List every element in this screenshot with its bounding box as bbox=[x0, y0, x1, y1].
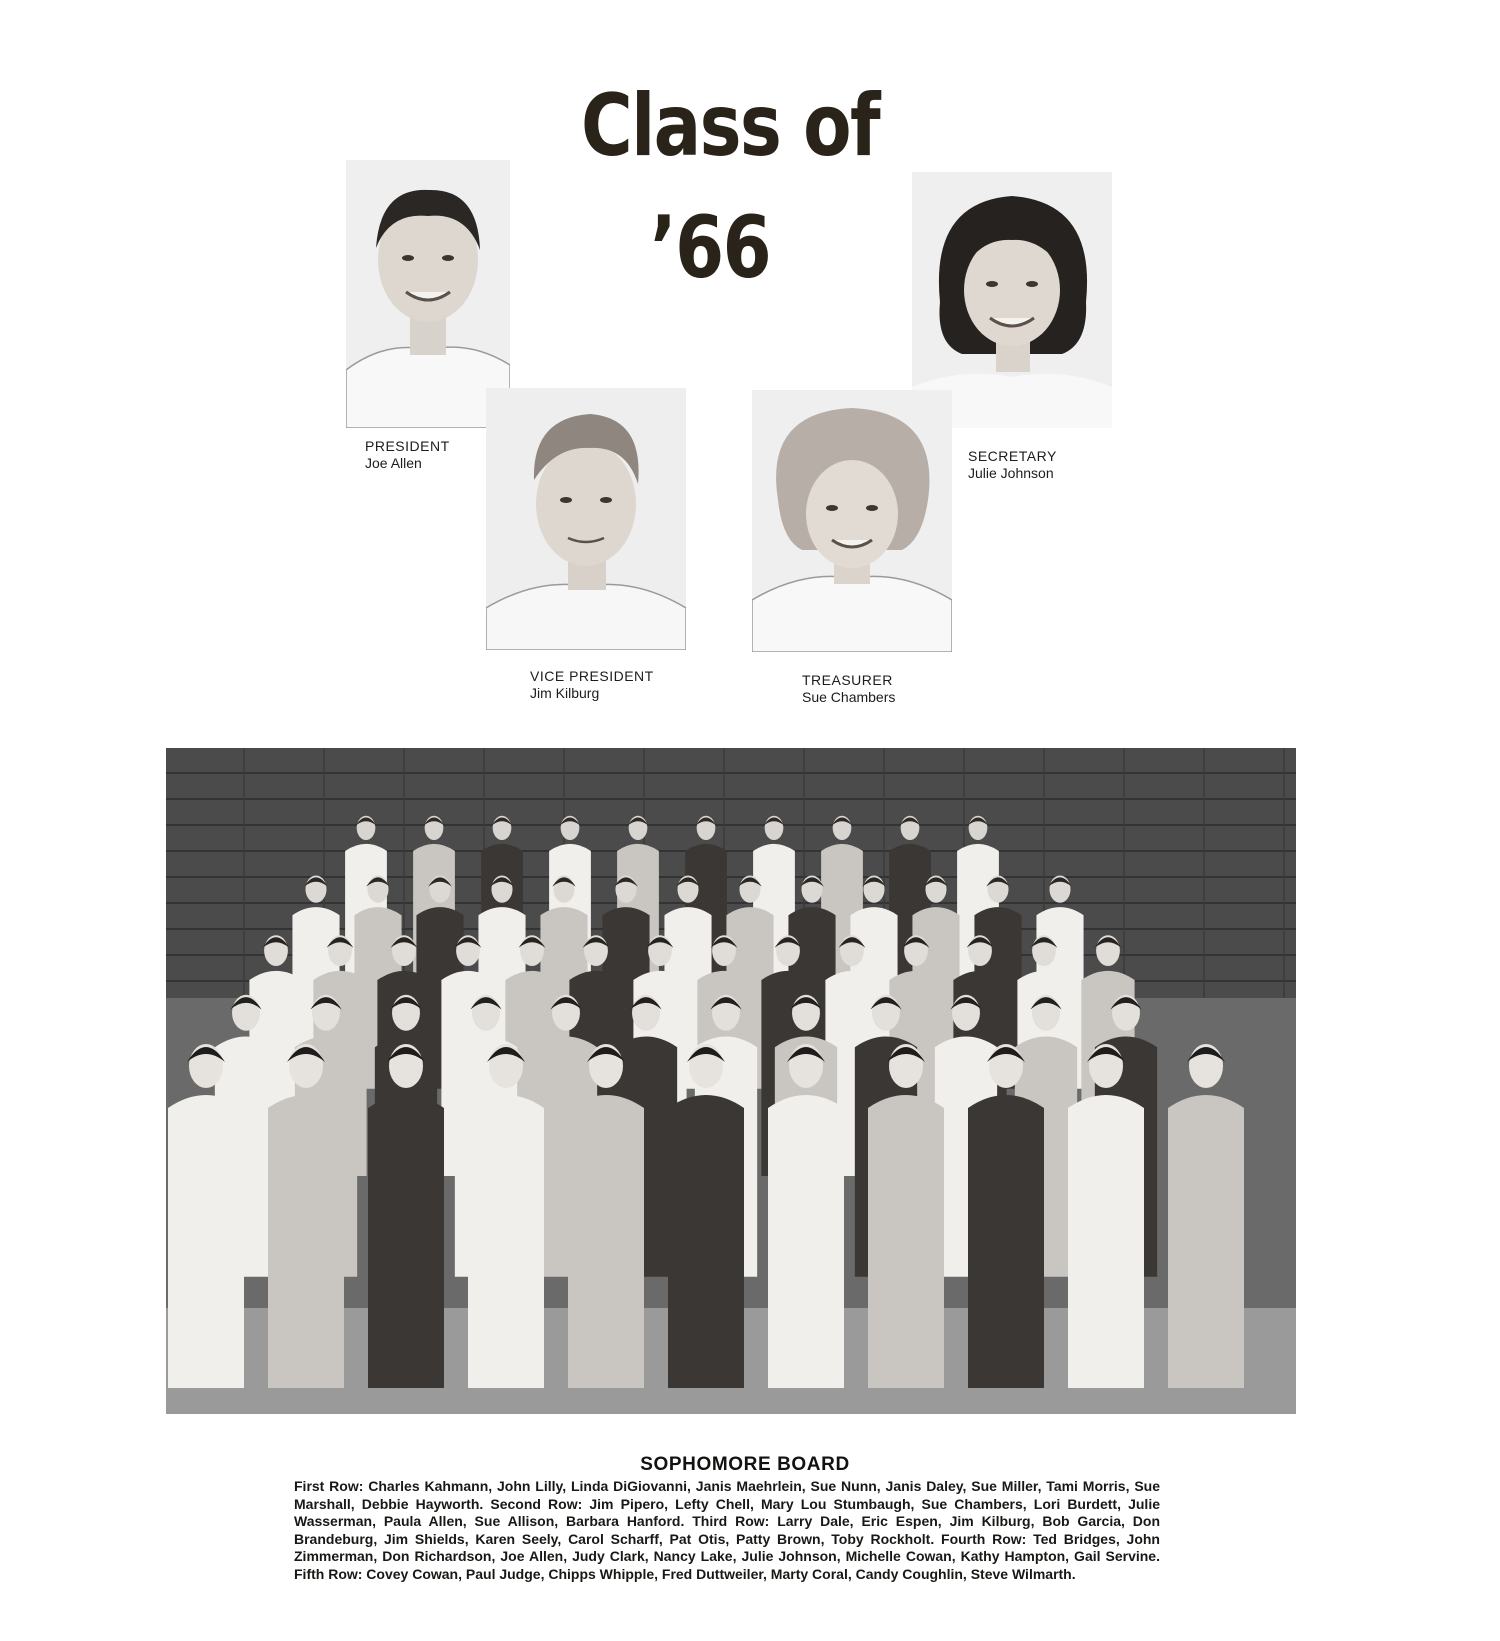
secretary-role: SECRETARY bbox=[968, 448, 1057, 464]
treasurer-portrait bbox=[752, 390, 952, 652]
crowd-figure-body bbox=[668, 1095, 744, 1388]
crowd-figure-body bbox=[868, 1095, 944, 1388]
secretary-caption bbox=[968, 448, 1057, 482]
president-caption bbox=[365, 438, 450, 472]
crowd-figure-body bbox=[1068, 1095, 1144, 1388]
page-title-line1: Class of bbox=[580, 76, 880, 176]
secretary-name: Julie Johnson bbox=[968, 465, 1054, 481]
treasurer-name: Sue Chambers bbox=[802, 689, 896, 705]
vice-president-portrait bbox=[486, 388, 686, 650]
page-title-year: ’66 bbox=[649, 198, 771, 298]
treasurer-caption bbox=[802, 672, 895, 706]
group-photo bbox=[166, 748, 1296, 1414]
board-title: SOPHOMORE BOARD bbox=[640, 1454, 850, 1475]
vice-president-role: VICE PRESIDENT bbox=[530, 668, 654, 684]
president-name: Joe Allen bbox=[365, 455, 422, 471]
crowd-figure-body bbox=[568, 1095, 644, 1388]
crowd-figure-body bbox=[1168, 1095, 1244, 1388]
crowd-figure-body bbox=[768, 1095, 844, 1388]
board-caption: First Row: Charles Kahmann, John Lilly, Linda DiGiovanni, Janis Maehrlein, Sue Nunn, Janis Daley, Sue Miller, Tami Morris, Sue Marshall, Debbie Hayworth. Second Row: Jim Pipero, Lefty Chell, Mary Lou Stumbaugh, Sue Chambers, Lori Burdett, Julie Wasserman, Paula Allen, Sue Allison, Barbara Hanford. Third Row: Larry Dale, Eric Espen, Jim Kilburg, Bob Garcia, Don Brandeburg, Jim Shields, Karen Seely, Carol Scharff, Pat Otis, Patty Brown, Toby Rockholt. Fourth Row: Ted Bridges, John Zimmerman, Don Richardson, Joe Allen, Judy Clark, Nancy Lake, Julie Johnson, Michelle Cowan, Kathy Hampton, Gail Servine. Fifth Row: Covey Cowan, Paul Judge, Chipps Whipple, Fred Duttweiler, Marty Coral, Candy Coughlin, Steve Wilmarth. bbox=[294, 1478, 1160, 1582]
crowd-figure-body bbox=[968, 1095, 1044, 1388]
crowd-figure-body bbox=[168, 1095, 244, 1388]
vice-president-caption bbox=[530, 668, 654, 702]
vice-president-name: Jim Kilburg bbox=[530, 685, 600, 701]
crowd-figure-body bbox=[468, 1095, 544, 1388]
crowd-figure-body bbox=[368, 1095, 444, 1388]
treasurer-role: TREASURER bbox=[802, 672, 893, 688]
president-role: PRESIDENT bbox=[365, 438, 450, 454]
crowd-figure-body bbox=[268, 1095, 344, 1388]
